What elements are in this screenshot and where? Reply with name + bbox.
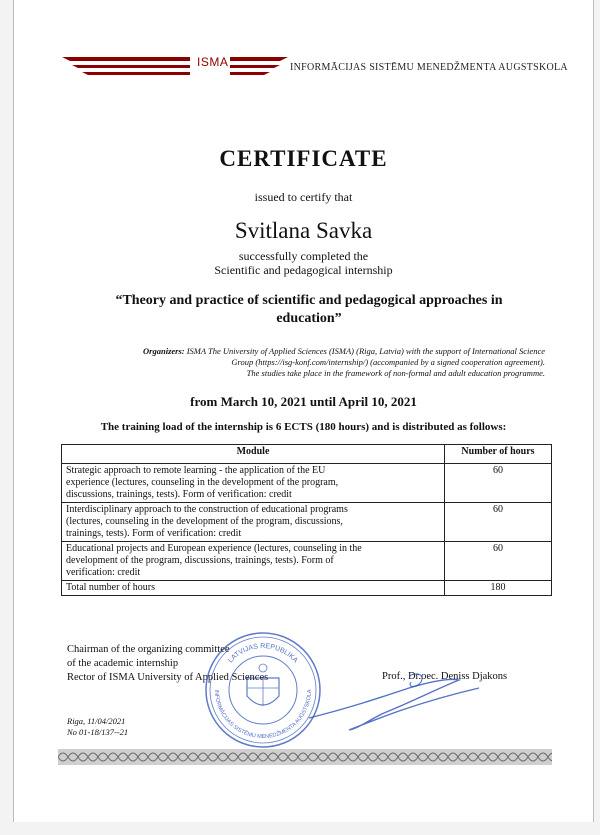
completed-line-1: successfully completed the	[238, 249, 369, 263]
organizers-label: Organizers:	[143, 346, 185, 356]
certificate-title: CERTIFICATE	[219, 146, 388, 171]
training-load: The training load of the internship is 6 ECTS (180 hours) and is distributed as follows:	[100, 421, 507, 433]
handwritten-signature	[289, 658, 489, 738]
institution-name: INFORMĀCIJAS SISTĒMU MENEDŽMENTA AUGSTSKOLA	[290, 62, 568, 73]
module-line: Interdisciplinary approach to the construction of educational programs	[66, 504, 348, 515]
certificate-page	[13, 0, 594, 822]
document-number: No 01-18/137--21	[67, 727, 129, 737]
hours-cell: 60	[445, 542, 552, 581]
total-row	[62, 581, 552, 596]
table-row	[62, 542, 552, 581]
module-cell	[62, 542, 445, 581]
module-line: Educational projects and European experience (lectures, counseling in the	[66, 543, 362, 554]
hours-cell: 60	[445, 464, 552, 503]
seal-bottom-text: INFORMĀCIJAS SISTĒMU MENEDŽMENTA AUGSTSKOLA	[212, 689, 314, 741]
internship-dates: from March 10, 2021 until April 10, 2021	[190, 394, 417, 409]
module-cell	[62, 503, 445, 542]
module-line: development of the program, discussions, trainings, tests). Form of	[66, 555, 334, 566]
recipient-name: Svitlana Savka	[234, 218, 373, 243]
theme-line-1: “Theory and practice of scientific and pedagogical approaches in	[115, 293, 503, 308]
module-line: experience (lectures, counseling in the development of the program,	[66, 477, 339, 488]
seal-top-text: LATVIJAS REPUBLIKA	[227, 642, 299, 665]
table-row	[62, 503, 552, 542]
hours-cell: 60	[445, 503, 552, 542]
table-header-row	[62, 445, 552, 464]
hours-column-header: Number of hours	[445, 445, 552, 464]
module-line: verification: credit	[66, 567, 141, 578]
decorative-border-icon	[58, 749, 552, 765]
issued-text: issued to certify that	[254, 190, 353, 204]
organizers-note	[75, 346, 545, 379]
place-date: Riga, 11/04/2021	[67, 716, 126, 726]
organizers-line-1: ISMA The University of Applied Sciences (ISMA) (Riga, Latvia) with the support of International Science	[186, 346, 545, 356]
module-line: discussions, trainings, tests). Form of verification: credit	[66, 489, 292, 500]
module-line: trainings, tests). Form of verification: credit	[66, 528, 242, 539]
total-hours: 180	[445, 581, 552, 596]
theme-line-2: education”	[276, 311, 342, 326]
signer-name: Prof., Dr.oec. Deniss Djakons	[382, 671, 508, 682]
organizers-line-3: The studies take place in the framework of non-formal and adult education programme.	[246, 368, 545, 378]
completed-line-2: Scientific and pedagogical internship	[214, 263, 393, 277]
isma-logo	[62, 48, 292, 82]
module-line: Strategic approach to remote learning - the application of the EU	[66, 465, 326, 476]
total-label: Total number of hours	[62, 581, 445, 596]
module-cell	[62, 464, 445, 503]
completed-text	[14, 249, 593, 277]
signer-title-line-1: Chairman of the organizing committee	[67, 644, 230, 655]
issue-details	[67, 716, 128, 738]
table-row	[62, 464, 552, 503]
signer-title-line-3: Rector of ISMA University of Applied Sciences	[67, 672, 269, 683]
logo-stripes-icon	[62, 48, 292, 82]
module-column-header: Module	[62, 445, 445, 464]
signer-title-line-2: of the academic internship	[67, 658, 179, 669]
internship-theme	[74, 292, 544, 328]
modules-table	[61, 444, 552, 596]
organizers-line-2: Group (https://isg-konf.com/internship/) (accompanied by a signed cooperation agreement).	[231, 357, 545, 367]
module-line: (lectures, counseling in the development of the program, discussions,	[66, 516, 343, 527]
logo-text: ISMA	[197, 55, 229, 69]
